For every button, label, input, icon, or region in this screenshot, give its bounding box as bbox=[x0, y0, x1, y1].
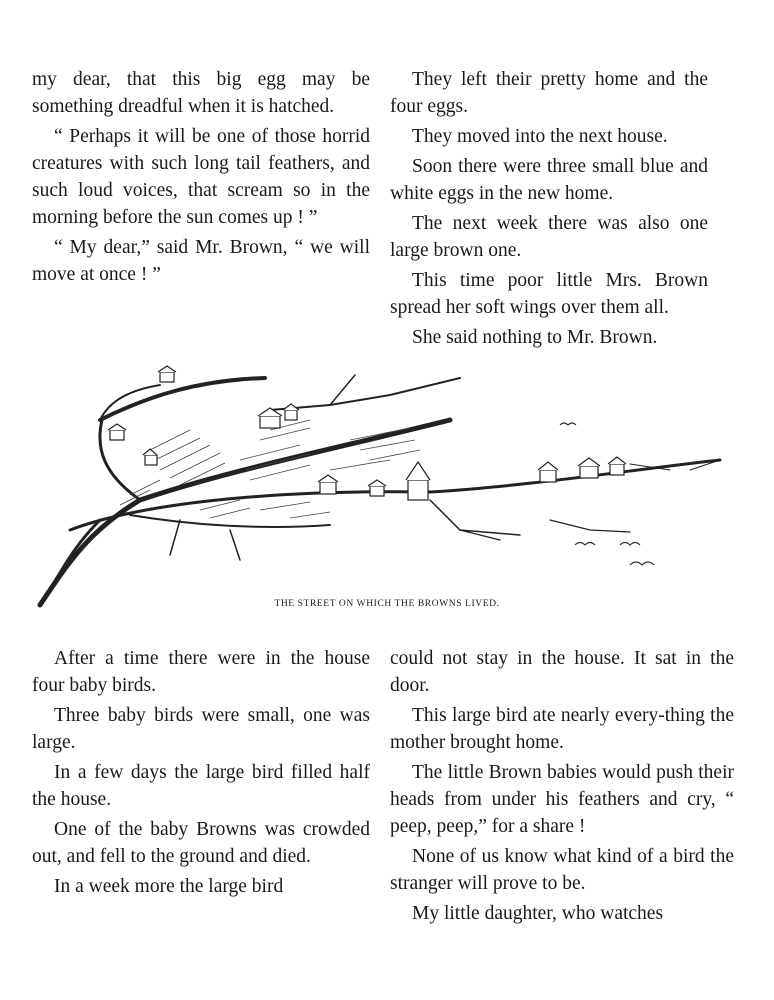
paragraph: In a few days the large bird filled half the house. bbox=[32, 762, 370, 810]
illustration-caption: THE STREET ON WHICH THE BROWNS LIVED. bbox=[274, 599, 500, 609]
text-column-top-right bbox=[390, 66, 708, 351]
tree-branch-village-illustration bbox=[30, 360, 730, 610]
paragraph: This large bird ate nearly every-thing the mother brought home. bbox=[390, 705, 734, 753]
paragraph: After a time there were in the house four baby birds. bbox=[32, 648, 370, 696]
paragraph: This time poor little Mrs. Brown spread her soft wings over them all. bbox=[390, 270, 708, 318]
paragraph: She said nothing to Mr. Brown. bbox=[412, 327, 658, 348]
paragraph: The next week there was also one large brown one. bbox=[390, 213, 708, 261]
paragraph: Three baby birds were small, one was large. bbox=[32, 705, 370, 753]
paragraph: In a week more the large bird bbox=[54, 876, 284, 897]
paragraph: None of us know what kind of a bird the stranger will prove to be. bbox=[390, 846, 734, 894]
paragraph: Soon there were three small blue and white eggs in the new home. bbox=[390, 156, 708, 204]
text-column-bottom-right bbox=[390, 645, 734, 927]
text-column-bottom-left bbox=[32, 645, 370, 900]
paragraph: could not stay in the house. It sat in the door. bbox=[390, 648, 734, 696]
paragraph: My little daughter, who watches bbox=[412, 903, 664, 924]
text-column-top-left bbox=[32, 66, 370, 288]
paragraph: my dear, that this big egg may be something dreadful when it is hatched. bbox=[32, 69, 370, 117]
paragraph: One of the baby Browns was crowded out, and fell to the ground and died. bbox=[32, 819, 370, 867]
paragraph: “ My dear,” said Mr. Brown, “ we will move at once ! ” bbox=[32, 237, 370, 285]
paragraph: They left their pretty home and the four eggs. bbox=[390, 69, 708, 117]
paragraph: The little Brown babies would push their heads from under his feathers and cry, “ peep, peep,” for a share ! bbox=[390, 762, 734, 837]
paragraph: They moved into the next house. bbox=[412, 126, 668, 147]
paragraph: “ Perhaps it will be one of those horrid creatures with such long tail feathers, and such loud voices, that scream so in the morning before the sun comes up ! ” bbox=[32, 126, 370, 228]
